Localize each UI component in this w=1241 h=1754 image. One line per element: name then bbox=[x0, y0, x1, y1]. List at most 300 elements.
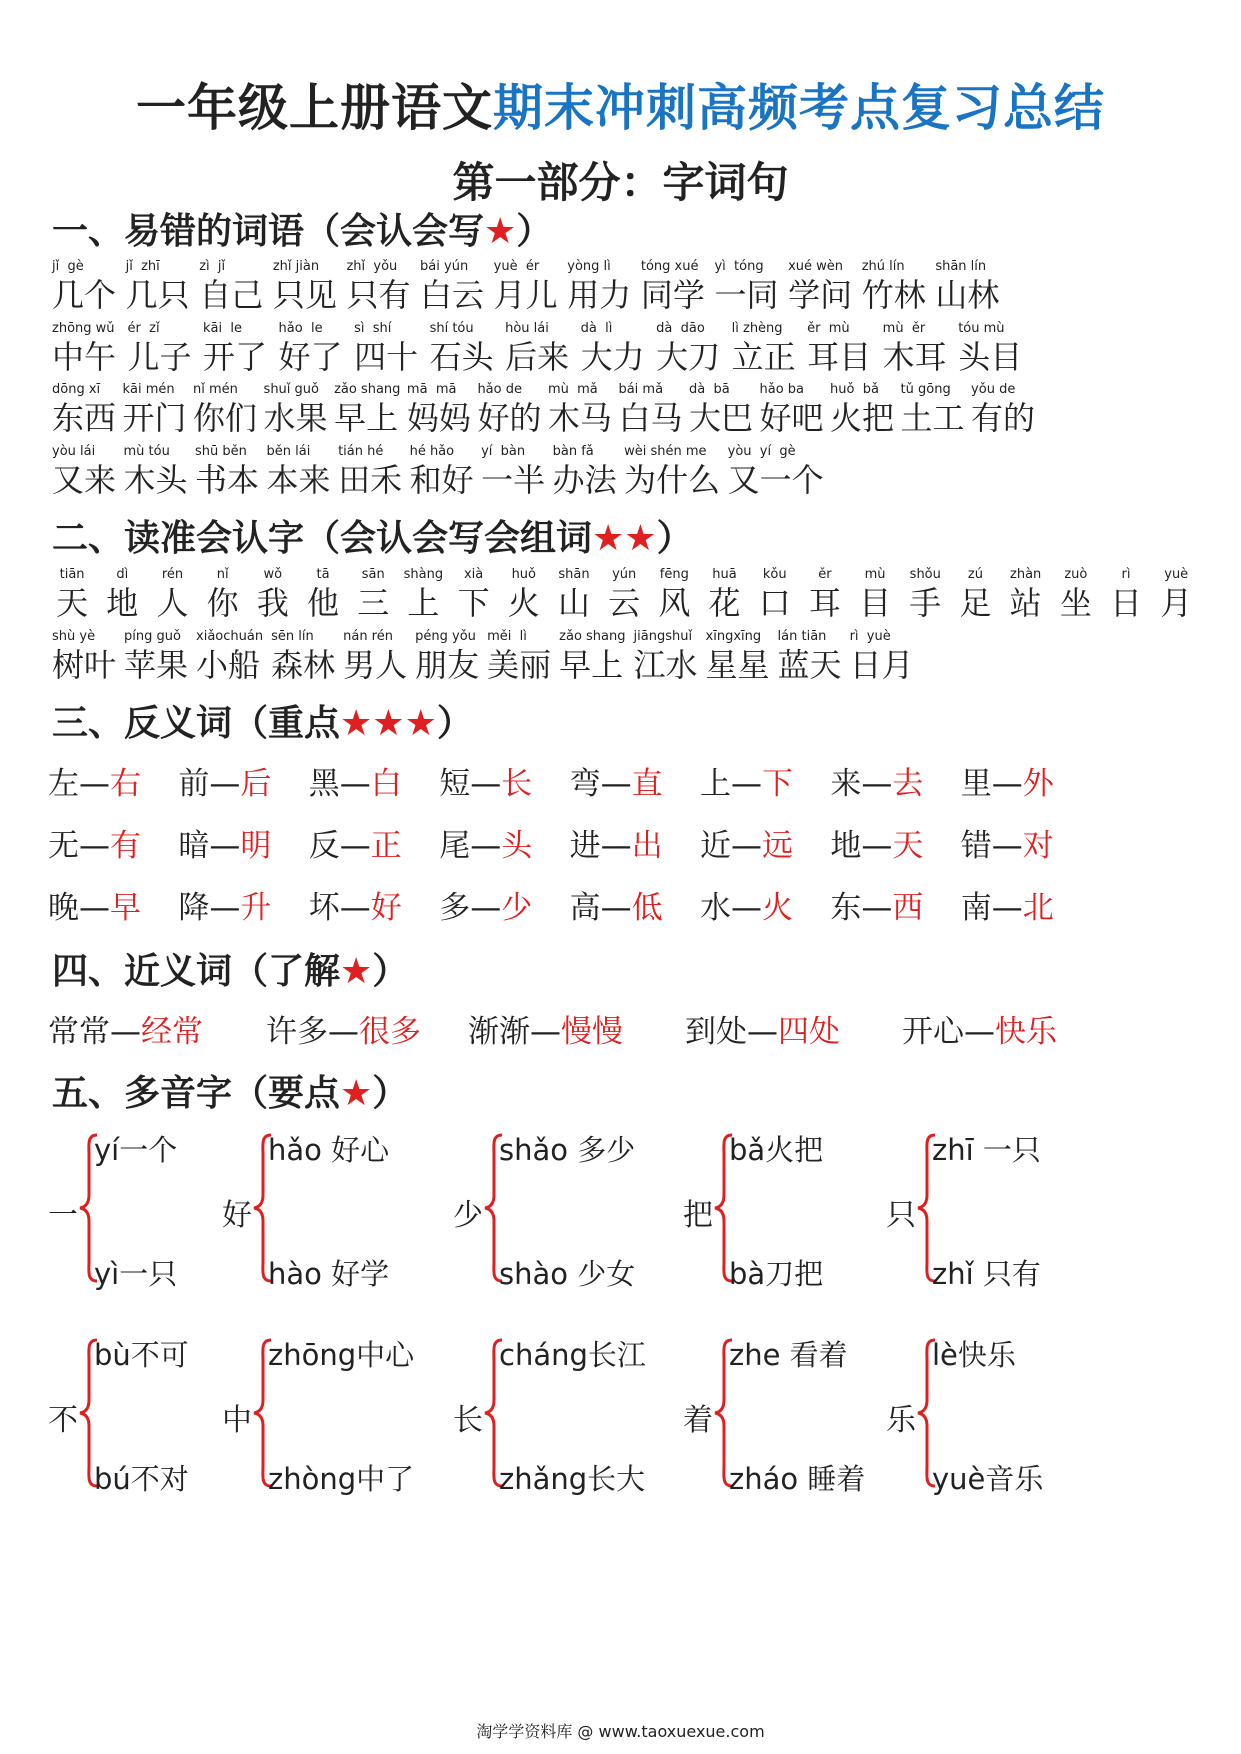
antonym-answer: 低 bbox=[631, 890, 663, 926]
antonym-pair bbox=[700, 820, 793, 865]
word-item bbox=[618, 381, 682, 437]
antonym-pair bbox=[48, 758, 141, 803]
pinyin: hòu lái bbox=[505, 321, 549, 336]
polyphone-char: 着 bbox=[683, 1403, 713, 1438]
char-item bbox=[47, 566, 97, 622]
pinyin: huā bbox=[712, 567, 737, 582]
dash: — bbox=[339, 828, 371, 864]
pinyin: xiǎochuán bbox=[196, 629, 264, 644]
word-item bbox=[343, 628, 407, 684]
char-item bbox=[900, 566, 950, 622]
word-item bbox=[410, 443, 474, 499]
pinyin: lán tiān bbox=[777, 629, 827, 644]
hanzi: 目 bbox=[859, 584, 892, 622]
antonym-pair bbox=[961, 758, 1054, 803]
hanzi: 月儿 bbox=[493, 276, 558, 314]
word-item bbox=[196, 628, 263, 684]
antonym-answer: 升 bbox=[240, 890, 272, 926]
polyphone-reading-top: hǎo 好心 bbox=[268, 1133, 390, 1167]
antonym-pair bbox=[439, 820, 532, 865]
hanzi: 小船 bbox=[196, 646, 261, 684]
dash: — bbox=[964, 1014, 995, 1050]
char-item bbox=[850, 566, 900, 622]
pinyin: shí tóu bbox=[429, 321, 474, 336]
hanzi: 人 bbox=[156, 584, 189, 622]
char-item bbox=[800, 566, 850, 622]
word-item bbox=[52, 320, 116, 376]
synonym-pair bbox=[48, 1006, 203, 1051]
polyphone-reading-top: cháng长江 bbox=[499, 1338, 646, 1372]
word-item bbox=[128, 320, 192, 376]
char-item bbox=[1051, 566, 1101, 622]
antonym-word: 坏 bbox=[308, 890, 340, 926]
word-item bbox=[935, 258, 999, 314]
polyphone-reading-bottom: zháo 睡着 bbox=[729, 1462, 866, 1496]
char-item bbox=[198, 566, 248, 622]
antonym-answer: 去 bbox=[892, 766, 924, 802]
antonym-word: 晚 bbox=[48, 890, 79, 926]
pinyin: xià bbox=[463, 567, 484, 582]
word-item bbox=[124, 443, 188, 499]
polyphone-reading-bottom: hào 好学 bbox=[268, 1257, 390, 1291]
synonym-word: 许多 bbox=[266, 1014, 328, 1050]
antonym-word: 短 bbox=[439, 766, 471, 802]
synonym-answer: 快乐 bbox=[995, 1014, 1057, 1050]
word-item bbox=[883, 320, 947, 376]
word-item bbox=[126, 258, 190, 314]
hanzi: 办法 bbox=[552, 461, 617, 499]
hanzi: 几只 bbox=[125, 276, 190, 314]
polyphone-char: 一 bbox=[48, 1198, 78, 1233]
hanzi: 月 bbox=[1160, 584, 1193, 622]
pinyin: shān lín bbox=[935, 259, 987, 274]
antonym-word: 多 bbox=[439, 890, 471, 926]
hanzi: 日 bbox=[1110, 584, 1143, 622]
section-heading-3: 三、反义词（重点★★★） bbox=[52, 703, 473, 744]
word-item bbox=[494, 258, 558, 314]
hanzi: 白马 bbox=[618, 399, 683, 437]
hanzi: 树叶 bbox=[52, 646, 117, 684]
polyphone-char: 少 bbox=[453, 1198, 483, 1233]
hanzi: 几个 bbox=[52, 276, 117, 314]
section-heading-4: 四、近义词（了解★） bbox=[52, 951, 409, 992]
pinyin: tā bbox=[316, 567, 330, 582]
hanzi: 大刀 bbox=[656, 338, 721, 376]
word-item bbox=[581, 320, 645, 376]
antonym-word: 进 bbox=[569, 828, 601, 864]
hanzi: 早上 bbox=[559, 646, 624, 684]
antonym-pair bbox=[178, 758, 271, 803]
hanzi: 星星 bbox=[705, 646, 770, 684]
hanzi: 手 bbox=[909, 584, 942, 622]
dash: — bbox=[600, 828, 632, 864]
polyphone-reading-top: bǎ火把 bbox=[729, 1133, 824, 1167]
char-item bbox=[398, 566, 448, 622]
antonym-answer: 好 bbox=[370, 890, 402, 926]
pinyin: tóu mù bbox=[958, 321, 1005, 336]
polyphone-reading-top: zhī 一只 bbox=[932, 1133, 1041, 1167]
pinyin: kāi mén bbox=[122, 382, 175, 397]
hanzi: 江水 bbox=[633, 646, 698, 684]
polyphone-reading-top: zhōng中心 bbox=[268, 1338, 415, 1372]
antonym-pair bbox=[48, 882, 141, 927]
antonym-answer: 出 bbox=[631, 828, 663, 864]
antonym-answer: 明 bbox=[240, 828, 272, 864]
hanzi: 火把 bbox=[830, 399, 895, 437]
synonym-pair bbox=[902, 1006, 1057, 1051]
pinyin: bàn fǎ bbox=[552, 444, 594, 459]
pinyin: shān bbox=[558, 567, 590, 582]
word-item bbox=[271, 628, 335, 684]
dash: — bbox=[731, 890, 762, 926]
pinyin: mù mǎ bbox=[547, 382, 598, 397]
word-item bbox=[634, 628, 698, 684]
antonym-answer: 后 bbox=[240, 766, 272, 802]
polyphone-char: 乐 bbox=[886, 1403, 916, 1438]
section-heading-2: 二、读准会认字（会认会写会组词★★） bbox=[52, 518, 693, 559]
pinyin: zì jǐ bbox=[199, 259, 226, 274]
antonym-pair bbox=[830, 882, 923, 927]
hanzi: 早上 bbox=[334, 399, 399, 437]
pinyin: yuè bbox=[1164, 567, 1189, 582]
word-item bbox=[124, 628, 188, 684]
antonym-pair bbox=[961, 820, 1054, 865]
hanzi: 云 bbox=[608, 584, 641, 622]
antonym-word: 地 bbox=[830, 828, 862, 864]
hanzi: 日月 bbox=[849, 646, 914, 684]
word-item bbox=[481, 443, 545, 499]
dash: — bbox=[209, 890, 241, 926]
antonym-pair bbox=[961, 882, 1054, 927]
word-item bbox=[862, 258, 926, 314]
pinyin: rì yuè bbox=[849, 629, 891, 644]
antonym-word: 弯 bbox=[569, 766, 601, 802]
antonym-pair bbox=[178, 882, 271, 927]
hanzi: 朋友 bbox=[415, 646, 480, 684]
word-item bbox=[264, 381, 328, 437]
hanzi: 三 bbox=[357, 584, 390, 622]
synonym-pair bbox=[468, 1006, 623, 1051]
pinyin: zuò bbox=[1064, 567, 1088, 582]
char-item bbox=[147, 566, 197, 622]
synonym-pair bbox=[685, 1006, 840, 1051]
antonym-word: 无 bbox=[48, 828, 79, 864]
antonym-answer: 北 bbox=[1022, 890, 1054, 926]
pinyin: tǔ gōng bbox=[900, 382, 951, 397]
hanzi: 开门 bbox=[122, 399, 187, 437]
pinyin: dà bā bbox=[688, 382, 730, 397]
hanzi: 水果 bbox=[263, 399, 328, 437]
word-item bbox=[346, 258, 410, 314]
pinyin: yún bbox=[612, 567, 637, 582]
antonym-pair bbox=[830, 758, 923, 803]
antonym-word: 高 bbox=[569, 890, 601, 926]
char-item bbox=[549, 566, 599, 622]
dash: — bbox=[991, 766, 1023, 802]
word-item bbox=[971, 381, 1035, 437]
word-item bbox=[195, 443, 259, 499]
hanzi: 耳目 bbox=[807, 338, 872, 376]
antonym-word: 里 bbox=[960, 766, 992, 802]
dash: — bbox=[861, 890, 893, 926]
synonym-answer: 四处 bbox=[778, 1014, 840, 1050]
pinyin: běn lái bbox=[266, 444, 311, 459]
dash: — bbox=[339, 890, 371, 926]
hanzi: 同学 bbox=[640, 276, 705, 314]
pinyin: bái mǎ bbox=[618, 382, 664, 397]
pinyin: bái yún bbox=[420, 259, 469, 274]
char-item bbox=[950, 566, 1000, 622]
antonym-word: 上 bbox=[700, 766, 731, 802]
pinyin: wèi shén me bbox=[624, 444, 707, 459]
pinyin: yǒu de bbox=[971, 382, 1016, 397]
antonym-word: 前 bbox=[178, 766, 210, 802]
polyphone-reading-top: bù不可 bbox=[94, 1338, 189, 1372]
word-item bbox=[52, 258, 116, 314]
synonym-word: 常常 bbox=[48, 1014, 110, 1050]
hanzi: 后来 bbox=[505, 338, 570, 376]
word-item bbox=[732, 320, 796, 376]
word-item bbox=[420, 258, 484, 314]
word-item bbox=[788, 258, 852, 314]
pinyin: rì bbox=[1121, 567, 1131, 582]
synonym-answer: 很多 bbox=[359, 1014, 421, 1050]
pinyin: zhōng wǔ bbox=[52, 321, 115, 336]
pinyin: dà dāo bbox=[656, 321, 705, 336]
hanzi: 学问 bbox=[788, 276, 853, 314]
pinyin: fēng bbox=[659, 567, 689, 582]
pinyin: hǎo le bbox=[278, 321, 323, 336]
pinyin: zǎo shang bbox=[559, 629, 626, 644]
word-item bbox=[714, 258, 778, 314]
hanzi: 用力 bbox=[567, 276, 632, 314]
hanzi: 山林 bbox=[935, 276, 1000, 314]
hanzi: 石头 bbox=[429, 338, 494, 376]
word-row bbox=[52, 320, 1034, 376]
polyphone-char: 把 bbox=[683, 1198, 713, 1233]
antonym-word: 来 bbox=[830, 766, 862, 802]
antonym-answer: 对 bbox=[1022, 828, 1054, 864]
hanzi: 一同 bbox=[714, 276, 779, 314]
pinyin: jǐ gè bbox=[52, 259, 84, 274]
char-item bbox=[649, 566, 699, 622]
polyphone-reading-bottom: zhòng中了 bbox=[268, 1462, 415, 1496]
polyphone-reading-bottom: zhǐ 只有 bbox=[932, 1257, 1041, 1291]
pinyin: dōng xī bbox=[52, 382, 101, 397]
hanzi: 好了 bbox=[278, 338, 343, 376]
dash: — bbox=[209, 766, 241, 802]
word-item bbox=[778, 628, 842, 684]
polyphone-char: 只 bbox=[886, 1198, 916, 1233]
antonym-pair bbox=[570, 758, 663, 803]
pinyin: xué wèn bbox=[788, 259, 844, 274]
pinyin: kǒu bbox=[762, 567, 787, 582]
pinyin: zhú lín bbox=[861, 259, 905, 274]
pinyin: tián hé bbox=[338, 444, 384, 459]
word-item bbox=[477, 381, 541, 437]
word-item bbox=[267, 443, 331, 499]
pinyin: huǒ bbox=[511, 567, 536, 582]
dash: — bbox=[731, 766, 762, 802]
pinyin: yuè ér bbox=[493, 259, 540, 274]
pinyin: yí bàn bbox=[481, 444, 526, 459]
dash: — bbox=[328, 1014, 359, 1050]
hanzi: 火 bbox=[507, 584, 540, 622]
hanzi: 足 bbox=[959, 584, 992, 622]
hanzi: 美丽 bbox=[487, 646, 552, 684]
antonym-pair bbox=[48, 820, 141, 865]
pinyin: mù tóu bbox=[123, 444, 170, 459]
word-item bbox=[123, 381, 187, 437]
antonym-answer: 远 bbox=[762, 828, 793, 864]
char-item bbox=[248, 566, 298, 622]
title-black: 一年级上册语文 bbox=[136, 79, 493, 137]
polyphone-reading-bottom: bú不对 bbox=[94, 1462, 189, 1496]
antonym-answer: 外 bbox=[1022, 766, 1054, 802]
antonym-word: 近 bbox=[700, 828, 731, 864]
word-item bbox=[807, 320, 871, 376]
antonym-pair bbox=[178, 820, 271, 865]
antonym-answer: 下 bbox=[762, 766, 793, 802]
dash: — bbox=[861, 766, 893, 802]
hanzi: 白云 bbox=[420, 276, 485, 314]
polyphone-char: 长 bbox=[453, 1403, 483, 1438]
word-item bbox=[199, 258, 263, 314]
hanzi: 坐 bbox=[1059, 584, 1092, 622]
word-item bbox=[354, 320, 418, 376]
pinyin: mù bbox=[864, 567, 886, 582]
antonym-word: 降 bbox=[178, 890, 210, 926]
antonym-answer: 头 bbox=[501, 828, 533, 864]
pinyin: dì bbox=[116, 567, 129, 582]
dash: — bbox=[991, 890, 1023, 926]
dash: — bbox=[600, 766, 632, 802]
antonym-answer: 直 bbox=[631, 766, 663, 802]
word-item bbox=[334, 381, 400, 437]
antonym-word: 错 bbox=[960, 828, 992, 864]
antonym-pair bbox=[570, 820, 663, 865]
pinyin: nǐ bbox=[216, 567, 229, 582]
antonym-answer: 右 bbox=[110, 766, 141, 802]
antonym-pair bbox=[830, 820, 923, 865]
hanzi: 田禾 bbox=[338, 461, 403, 499]
pinyin: kāi le bbox=[203, 321, 243, 336]
hanzi: 耳 bbox=[808, 584, 841, 622]
word-item bbox=[338, 443, 402, 499]
pinyin: ěr bbox=[818, 567, 832, 582]
pinyin: zǎo shang bbox=[334, 382, 401, 397]
hanzi: 又一个 bbox=[727, 461, 824, 499]
hanzi: 大力 bbox=[580, 338, 645, 376]
dash: — bbox=[731, 828, 762, 864]
antonym-answer: 白 bbox=[370, 766, 402, 802]
antonym-answer: 正 bbox=[370, 828, 402, 864]
pinyin: jiāngshuǐ bbox=[633, 629, 693, 644]
word-item bbox=[641, 258, 705, 314]
char-item bbox=[1101, 566, 1151, 622]
antonym-word: 左 bbox=[48, 766, 79, 802]
char-item bbox=[499, 566, 549, 622]
hanzi: 苹果 bbox=[124, 646, 189, 684]
char-row bbox=[47, 566, 1201, 622]
antonym-pair bbox=[309, 882, 402, 927]
pinyin: yòu lái bbox=[52, 444, 96, 459]
hanzi: 风 bbox=[658, 584, 691, 622]
antonym-answer: 天 bbox=[892, 828, 924, 864]
pinyin: hǎo de bbox=[477, 382, 522, 397]
hanzi: 森林 bbox=[271, 646, 336, 684]
antonym-answer: 有 bbox=[110, 828, 141, 864]
pinyin: nán rén bbox=[343, 629, 393, 644]
antonym-pair bbox=[439, 758, 532, 803]
hanzi: 开了 bbox=[203, 338, 268, 376]
polyphone-reading-bottom: zhǎng长大 bbox=[499, 1462, 646, 1496]
antonym-answer: 少 bbox=[501, 890, 533, 926]
antonym-word: 水 bbox=[700, 890, 731, 926]
hanzi: 有的 bbox=[971, 399, 1036, 437]
char-item bbox=[298, 566, 348, 622]
hanzi: 好的 bbox=[477, 399, 542, 437]
pinyin: wǒ bbox=[263, 567, 283, 582]
word-item bbox=[728, 443, 824, 499]
pinyin: huǒ bǎ bbox=[830, 382, 879, 397]
word-item bbox=[548, 381, 612, 437]
polyphone-reading-bottom: yuè音乐 bbox=[932, 1462, 1044, 1496]
word-item bbox=[407, 381, 471, 437]
antonym-pair bbox=[700, 882, 793, 927]
pinyin: ér zǐ bbox=[127, 321, 160, 336]
char-item bbox=[348, 566, 398, 622]
dash: — bbox=[79, 828, 110, 864]
pinyin: shù yè bbox=[52, 629, 96, 644]
section-heading-5: 五、多音字（要点★） bbox=[52, 1073, 409, 1114]
word-item bbox=[830, 381, 894, 437]
pinyin: yì tóng bbox=[714, 259, 764, 274]
polyphone-char: 好 bbox=[222, 1198, 252, 1233]
page-subtitle: 第一部分：字词句 bbox=[452, 158, 789, 207]
word-item bbox=[430, 320, 494, 376]
pinyin: hǎo ba bbox=[759, 382, 805, 397]
synonym-answer: 经常 bbox=[141, 1014, 203, 1050]
hanzi: 只见 bbox=[272, 276, 337, 314]
hanzi: 木马 bbox=[547, 399, 612, 437]
antonym-answer: 早 bbox=[110, 890, 141, 926]
hanzi: 自己 bbox=[199, 276, 264, 314]
antonym-word: 暗 bbox=[178, 828, 210, 864]
polyphone-reading-top: shǎo 多少 bbox=[499, 1133, 636, 1167]
synonym-pair bbox=[266, 1006, 421, 1051]
hanzi: 我 bbox=[256, 584, 289, 622]
antonym-word: 黑 bbox=[308, 766, 340, 802]
pinyin: zú bbox=[967, 567, 983, 582]
pinyin: zhǐ yǒu bbox=[346, 259, 398, 274]
dash: — bbox=[470, 766, 502, 802]
antonym-answer: 长 bbox=[501, 766, 533, 802]
dash: — bbox=[470, 828, 502, 864]
word-item bbox=[624, 443, 720, 499]
char-item bbox=[750, 566, 800, 622]
pinyin: nǐ mén bbox=[193, 382, 238, 397]
hanzi: 他 bbox=[307, 584, 340, 622]
hanzi: 木头 bbox=[123, 461, 188, 499]
antonym-pair bbox=[309, 758, 402, 803]
pinyin: rén bbox=[161, 567, 184, 582]
antonym-pair bbox=[570, 882, 663, 927]
pinyin: sān bbox=[361, 567, 385, 582]
pinyin: shàng bbox=[403, 567, 444, 582]
char-item bbox=[97, 566, 147, 622]
word-item bbox=[689, 381, 753, 437]
